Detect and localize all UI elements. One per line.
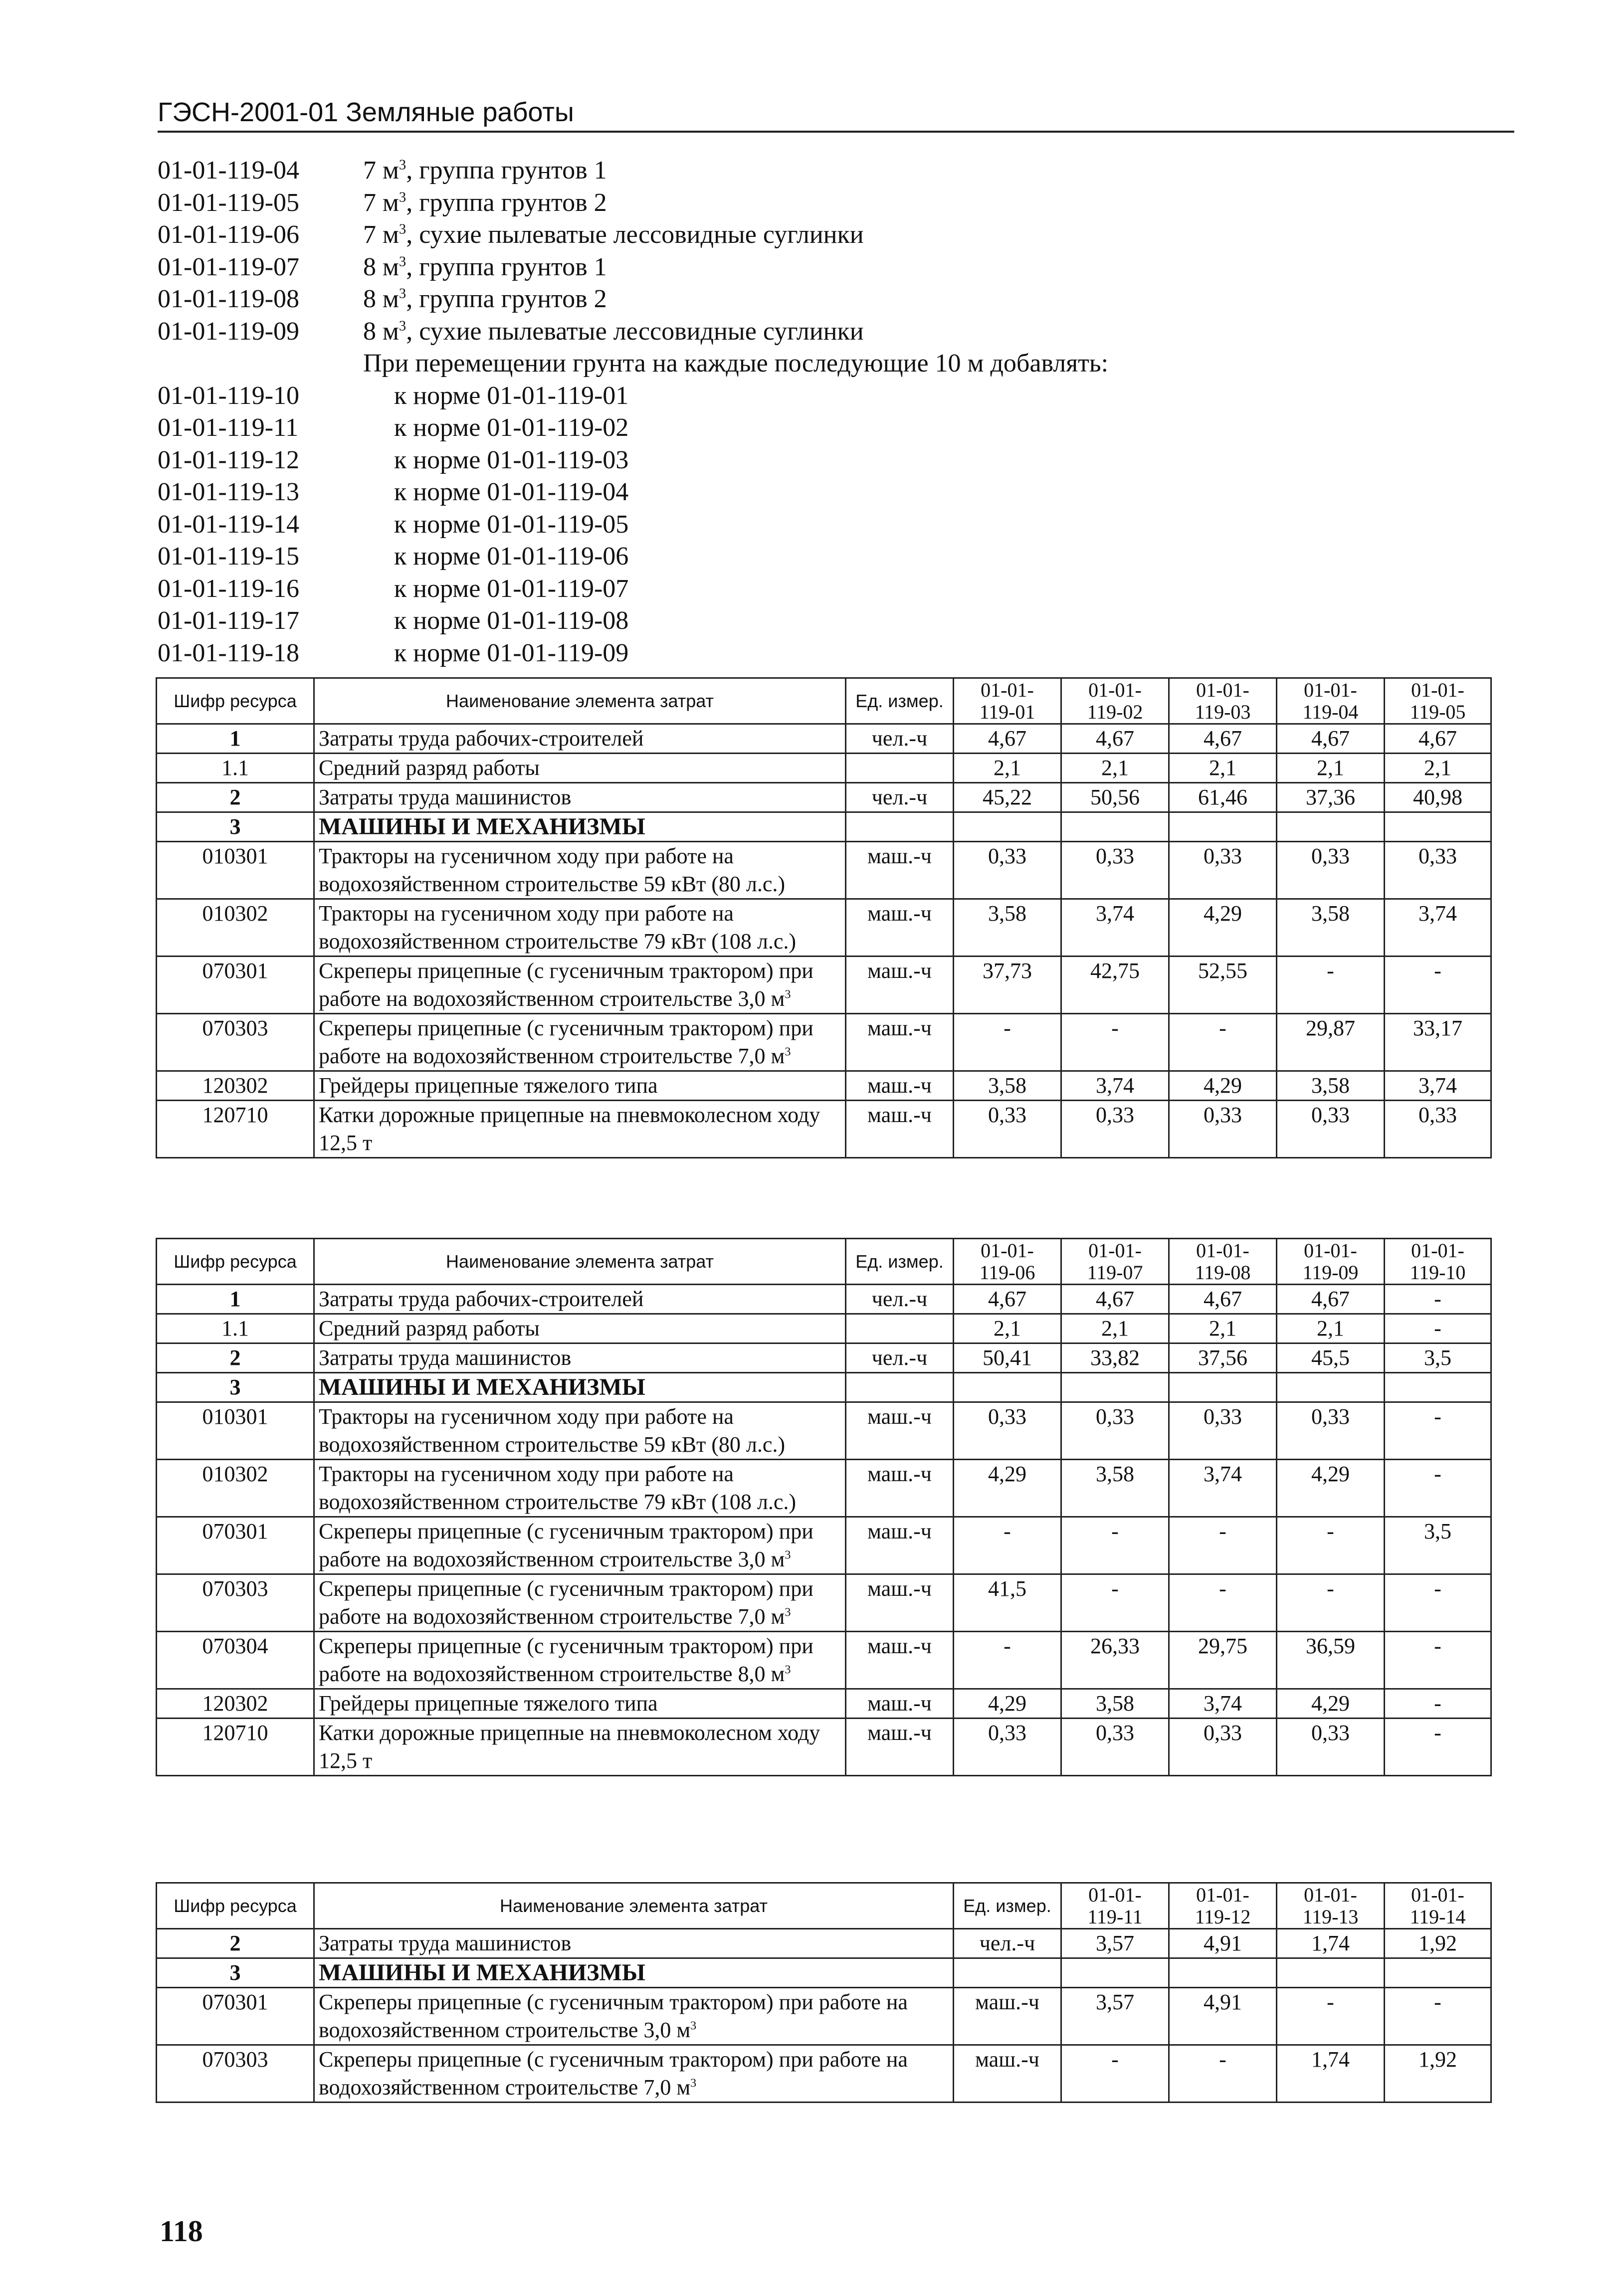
table-row <box>157 812 1491 842</box>
header-norm-code: 01-01- 119-01 <box>954 678 1061 724</box>
cost-element-name: МАШИНЫ И МЕХАНИЗМЫ <box>314 1373 846 1402</box>
value-cell: - <box>954 1517 1061 1574</box>
resource-code: 010301 <box>157 1402 314 1460</box>
unit: маш.-ч <box>954 1988 1061 2045</box>
table-row <box>157 1071 1491 1101</box>
value-cell: 0,33 <box>954 1101 1061 1158</box>
value-cell: 41,5 <box>954 1574 1061 1632</box>
header-code: Шифр ресурса <box>157 678 314 724</box>
value-cell: 0,33 <box>954 842 1061 899</box>
cost-element-name: Средний разряд работы <box>314 754 846 783</box>
table-row <box>157 957 1491 1014</box>
cost-element-name: Грейдеры прицепные тяжелого типа <box>314 1071 846 1101</box>
norm-description: к норме 01-01-119-09 <box>394 638 629 667</box>
value-cell: 3,74 <box>1385 1071 1491 1101</box>
value-cell: - <box>1061 1574 1169 1632</box>
value-cell: - <box>1169 1517 1277 1574</box>
header-norm-code: 01-01- 119-08 <box>1169 1239 1277 1285</box>
cost-element-name: Скреперы прицепные (с гусеничным трактором) при работе на водохозяйственном строительстве 7,0 $м^3$ <box>314 2045 954 2103</box>
value-cell: 45,22 <box>954 783 1061 812</box>
norm-list-item <box>158 155 1534 187</box>
norm-description: 8 $м^3$, группа грунтов 2 <box>363 285 607 313</box>
value-cell: 2,1 <box>1169 754 1277 783</box>
value-cell: 3,5 <box>1385 1343 1491 1373</box>
resource-table-3 <box>156 1882 1492 2103</box>
value-cell: 3,74 <box>1061 1071 1169 1101</box>
unit: чел.-ч <box>846 1343 954 1373</box>
resource-code: 010301 <box>157 842 314 899</box>
unit <box>846 812 954 842</box>
value-cell <box>1061 1958 1169 1988</box>
unit: маш.-ч <box>954 2045 1061 2103</box>
value-cell: 29,75 <box>1169 1632 1277 1689</box>
value-cell: 4,91 <box>1169 1929 1277 1958</box>
resource-code: 3 <box>157 1373 314 1402</box>
table-row <box>157 1402 1491 1460</box>
table-row <box>157 1958 1491 1988</box>
value-cell: - <box>1385 1460 1491 1517</box>
unit: маш.-ч <box>846 1719 954 1776</box>
header-unit: Ед. измер. <box>954 1883 1061 1929</box>
value-cell: 37,73 <box>954 957 1061 1014</box>
value-cell <box>1385 1373 1491 1402</box>
cost-element-name: Тракторы на гусеничном ходу при работе на водохозяйственном строительстве 79 кВт (108 л.с.) <box>314 1460 846 1517</box>
value-cell: 3,74 <box>1169 1460 1277 1517</box>
value-cell <box>1385 812 1491 842</box>
norm-description: к норме 01-01-119-03 <box>394 445 629 474</box>
cost-element-name: Катки дорожные прицепные на пневмоколесном ходу 12,5 т <box>314 1719 846 1776</box>
value-cell: 4,29 <box>1169 1071 1277 1101</box>
header-code: Шифр ресурса <box>157 1883 314 1929</box>
norm-code: 01-01-119-06 <box>158 220 300 249</box>
value-cell: - <box>954 1632 1061 1689</box>
page-header <box>158 88 1514 133</box>
resource-code: 120710 <box>157 1101 314 1158</box>
value-cell: 33,17 <box>1385 1014 1491 1071</box>
header-unit: Ед. измер. <box>846 1239 954 1285</box>
value-cell: 45,5 <box>1277 1343 1385 1373</box>
value-cell: 3,58 <box>1277 899 1385 957</box>
header-unit: Ед. измер. <box>846 678 954 724</box>
value-cell: 36,59 <box>1277 1632 1385 1689</box>
value-cell: 2,1 <box>1169 1314 1277 1343</box>
cost-element-name: Скреперы прицепные (с гусеничным трактором) при работе на водохозяйственном строительстве 7,0 $м^3$ <box>314 1014 846 1071</box>
norm-description: 7 $м^3$, сухие пылеватые лессовидные суглинки <box>363 220 864 249</box>
value-cell: 0,33 <box>1169 1101 1277 1158</box>
norm-list <box>158 155 1534 669</box>
value-cell: 4,67 <box>1169 724 1277 754</box>
value-cell: 61,46 <box>1169 783 1277 812</box>
value-cell: 3,74 <box>1169 1689 1277 1719</box>
value-cell: 3,5 <box>1385 1517 1491 1574</box>
cost-element-name: Затраты труда машинистов <box>314 1929 954 1958</box>
norm-description: 7 $м^3$, группа грунтов 2 <box>363 188 607 217</box>
value-cell: - <box>1277 1574 1385 1632</box>
header-name: Наименование элемента затрат <box>314 1239 846 1285</box>
value-cell: - <box>954 1014 1061 1071</box>
norm-list-item <box>158 251 1534 284</box>
cost-element-name: Средний разряд работы <box>314 1314 846 1343</box>
value-cell: - <box>1277 1988 1385 2045</box>
norm-code: 01-01-119-13 <box>158 478 300 506</box>
value-cell: 29,87 <box>1277 1014 1385 1071</box>
table-row <box>157 1517 1491 1574</box>
resource-table-1 <box>156 677 1492 1158</box>
value-cell: 0,33 <box>1277 1101 1385 1158</box>
value-cell: 0,33 <box>1277 842 1385 899</box>
value-cell: 37,56 <box>1169 1343 1277 1373</box>
value-cell: 4,67 <box>954 724 1061 754</box>
resource-code: 3 <box>157 812 314 842</box>
norm-code: 01-01-119-08 <box>158 285 300 313</box>
norm-list-item <box>158 187 1534 219</box>
norm-description: 8 $м^3$, сухие пылеватые лессовидные суглинки <box>363 317 864 346</box>
table-row <box>157 2045 1491 2103</box>
resource-code: 070301 <box>157 1517 314 1574</box>
value-cell: - <box>1277 1517 1385 1574</box>
table-row <box>157 1285 1491 1314</box>
norm-description: к норме 01-01-119-05 <box>394 510 629 539</box>
cost-element-name: Затраты труда рабочих-строителей <box>314 1285 846 1314</box>
norm-description: к норме 01-01-119-04 <box>394 478 629 506</box>
value-cell: 0,33 <box>1277 1719 1385 1776</box>
value-cell: 0,33 <box>954 1402 1061 1460</box>
value-cell: - <box>1385 1285 1491 1314</box>
resource-code: 070301 <box>157 957 314 1014</box>
value-cell: - <box>1385 1632 1491 1689</box>
value-cell: 2,1 <box>1277 754 1385 783</box>
value-cell: - <box>1385 1402 1491 1460</box>
value-cell: - <box>1169 1014 1277 1071</box>
unit: маш.-ч <box>846 957 954 1014</box>
value-cell: 3,74 <box>1061 899 1169 957</box>
cost-element-name: Затраты труда машинистов <box>314 783 846 812</box>
value-cell: 0,33 <box>1385 1101 1491 1158</box>
value-cell: 3,58 <box>1061 1460 1169 1517</box>
value-cell: 4,29 <box>1277 1689 1385 1719</box>
cost-element-name: Грейдеры прицепные тяжелого типа <box>314 1689 846 1719</box>
unit: чел.-ч <box>846 783 954 812</box>
resource-code: 2 <box>157 1343 314 1373</box>
value-cell: 2,1 <box>954 1314 1061 1343</box>
unit: маш.-ч <box>846 1632 954 1689</box>
norm-code: 01-01-119-12 <box>158 445 300 474</box>
value-cell: 4,67 <box>1061 724 1169 754</box>
resource-code: 120710 <box>157 1719 314 1776</box>
norm-list-item <box>158 573 1534 605</box>
resource-code: 070303 <box>157 2045 314 2103</box>
value-cell: 4,67 <box>1169 1285 1277 1314</box>
unit: маш.-ч <box>846 1574 954 1632</box>
norm-list-item <box>158 637 1534 670</box>
unit: маш.-ч <box>846 1517 954 1574</box>
value-cell: - <box>1385 1574 1491 1632</box>
header-name: Наименование элемента затрат <box>314 1883 954 1929</box>
resource-code: 2 <box>157 1929 314 1958</box>
value-cell: 3,58 <box>1061 1689 1169 1719</box>
table-row <box>157 1988 1491 2045</box>
value-cell: 1,74 <box>1277 2045 1385 2103</box>
table-row <box>157 724 1491 754</box>
resource-code: 120302 <box>157 1689 314 1719</box>
unit <box>846 1314 954 1343</box>
table-row <box>157 1719 1491 1776</box>
value-cell: - <box>1385 1314 1491 1343</box>
value-cell: 0,33 <box>1169 842 1277 899</box>
cost-element-name: Затраты труда машинистов <box>314 1343 846 1373</box>
norm-code: 01-01-119-17 <box>158 606 300 635</box>
value-cell: - <box>1061 1517 1169 1574</box>
value-cell <box>1061 1373 1169 1402</box>
resource-code: 2 <box>157 783 314 812</box>
header-norm-code: 01-01- 119-03 <box>1169 678 1277 724</box>
norm-description: к норме 01-01-119-07 <box>394 574 629 603</box>
cost-element-name: Тракторы на гусеничном ходу при работе на водохозяйственном строительстве 59 кВт (80 л.с.) <box>314 1402 846 1460</box>
value-cell: 1,92 <box>1385 1929 1491 1958</box>
norm-description: к норме 01-01-119-08 <box>394 606 629 635</box>
norm-code: 01-01-119-14 <box>158 510 300 539</box>
page-header-title: ГЭСН-2001-01 Земляные работы <box>158 97 574 127</box>
resource-code: 070304 <box>157 1632 314 1689</box>
resource-code: 1.1 <box>157 754 314 783</box>
cost-element-name: МАШИНЫ И МЕХАНИЗМЫ <box>314 1958 954 1988</box>
table-row <box>157 1101 1491 1158</box>
table-row <box>157 1314 1491 1343</box>
value-cell: 4,67 <box>1385 724 1491 754</box>
value-cell: 52,55 <box>1169 957 1277 1014</box>
value-cell: - <box>1385 957 1491 1014</box>
unit: маш.-ч <box>846 1101 954 1158</box>
cost-element-name: Затраты труда рабочих-строителей <box>314 724 846 754</box>
cost-element-name: Тракторы на гусеничном ходу при работе на водохозяйственном строительстве 79 кВт (108 л.с.) <box>314 899 846 957</box>
resource-code: 010302 <box>157 1460 314 1517</box>
value-cell: 4,67 <box>1061 1285 1169 1314</box>
cost-element-name: Тракторы на гусеничном ходу при работе на водохозяйственном строительстве 59 кВт (80 л.с.) <box>314 842 846 899</box>
value-cell: 4,29 <box>954 1460 1061 1517</box>
norm-code: 01-01-119-10 <box>158 381 300 410</box>
norm-list-item <box>158 316 1534 348</box>
header-norm-code: 01-01- 119-13 <box>1277 1883 1385 1929</box>
norm-description: 8 $м^3$, группа грунтов 1 <box>363 252 607 281</box>
header-norm-code: 01-01- 119-12 <box>1169 1883 1277 1929</box>
norm-list-item <box>158 412 1534 444</box>
value-cell: 3,57 <box>1061 1929 1169 1958</box>
norm-code: 01-01-119-09 <box>158 317 300 346</box>
unit: чел.-ч <box>846 724 954 754</box>
value-cell <box>1169 1373 1277 1402</box>
norm-code: 01-01-119-11 <box>158 413 299 442</box>
norm-code: 01-01-119-15 <box>158 542 300 571</box>
value-cell: 1,74 <box>1277 1929 1385 1958</box>
value-cell <box>1385 1958 1491 1988</box>
value-cell: 2,1 <box>954 754 1061 783</box>
value-cell: 42,75 <box>1061 957 1169 1014</box>
header-norm-code: 01-01- 119-09 <box>1277 1239 1385 1285</box>
unit: маш.-ч <box>846 842 954 899</box>
value-cell <box>1169 1958 1277 1988</box>
value-cell: - <box>1169 1574 1277 1632</box>
value-cell: 0,33 <box>1061 1719 1169 1776</box>
value-cell: 3,74 <box>1385 899 1491 957</box>
header-norm-code: 01-01- 119-06 <box>954 1239 1061 1285</box>
resource-code: 1 <box>157 724 314 754</box>
value-cell: 26,33 <box>1061 1632 1169 1689</box>
unit: маш.-ч <box>846 1689 954 1719</box>
resource-code: 070303 <box>157 1014 314 1071</box>
unit: маш.-ч <box>846 1014 954 1071</box>
norm-code: 01-01-119-16 <box>158 574 300 603</box>
unit: маш.-ч <box>846 899 954 957</box>
resource-code: 070301 <box>157 1988 314 2045</box>
cost-element-name: Скреперы прицепные (с гусеничным трактором) при работе на водохозяйственном строительстве 3,0 $м^3$ <box>314 957 846 1014</box>
value-cell: 37,36 <box>1277 783 1385 812</box>
value-cell: 2,1 <box>1277 1314 1385 1343</box>
table-row <box>157 1929 1491 1958</box>
value-cell: 3,58 <box>1277 1071 1385 1101</box>
norm-list-item <box>158 444 1534 477</box>
cost-element-name: МАШИНЫ И МЕХАНИЗМЫ <box>314 812 846 842</box>
norm-description: к норме 01-01-119-01 <box>394 381 629 410</box>
value-cell: - <box>1385 1719 1491 1776</box>
table-row <box>157 1574 1491 1632</box>
header-norm-code: 01-01- 119-14 <box>1385 1883 1491 1929</box>
value-cell: 4,91 <box>1169 1988 1277 2045</box>
value-cell <box>1277 812 1385 842</box>
value-cell: - <box>1061 1014 1169 1071</box>
value-cell: 3,58 <box>954 899 1061 957</box>
value-cell: - <box>1277 957 1385 1014</box>
value-cell: 2,1 <box>1061 1314 1169 1343</box>
value-cell: 50,56 <box>1061 783 1169 812</box>
unit: маш.-ч <box>846 1402 954 1460</box>
norm-list-item <box>158 476 1534 509</box>
norm-list-item <box>158 605 1534 637</box>
value-cell: - <box>1385 1689 1491 1719</box>
cost-element-name: Скреперы прицепные (с гусеничным трактором) при работе на водохозяйственном строительстве 8,0 $м^3$ <box>314 1632 846 1689</box>
value-cell: - <box>1385 1988 1491 2045</box>
unit <box>954 1958 1061 1988</box>
norm-description: 7 $м^3$, группа грунтов 1 <box>363 156 607 185</box>
unit: маш.-ч <box>846 1460 954 1517</box>
table-row <box>157 783 1491 812</box>
value-cell <box>1277 1373 1385 1402</box>
resource-code: 1.1 <box>157 1314 314 1343</box>
norm-list-item <box>158 283 1534 316</box>
unit <box>846 754 954 783</box>
value-cell: 4,29 <box>1277 1460 1385 1517</box>
value-cell <box>954 1373 1061 1402</box>
norm-list-item <box>158 541 1534 573</box>
table-row <box>157 1343 1491 1373</box>
value-cell <box>954 812 1061 842</box>
value-cell: - <box>1061 2045 1169 2103</box>
norm-list-item <box>158 380 1534 412</box>
norm-note-row <box>158 348 1534 380</box>
table-row <box>157 1373 1491 1402</box>
header-code: Шифр ресурса <box>157 1239 314 1285</box>
resource-code: 1 <box>157 1285 314 1314</box>
table-row <box>157 1014 1491 1071</box>
value-cell: 33,82 <box>1061 1343 1169 1373</box>
norm-code: 01-01-119-07 <box>158 252 300 281</box>
resource-code: 070303 <box>157 1574 314 1632</box>
value-cell: 0,33 <box>1385 842 1491 899</box>
table-row <box>157 754 1491 783</box>
value-cell <box>1169 812 1277 842</box>
value-cell: 4,67 <box>1277 724 1385 754</box>
value-cell: 0,33 <box>954 1719 1061 1776</box>
unit: маш.-ч <box>846 1071 954 1101</box>
value-cell: 0,33 <box>1169 1719 1277 1776</box>
cost-element-name: Скреперы прицепные (с гусеничным трактором) при работе на водохозяйственном строительстве 3,0 $м^3$ <box>314 1517 846 1574</box>
resource-code: 010302 <box>157 899 314 957</box>
value-cell: 2,1 <box>1061 754 1169 783</box>
norm-list-item <box>158 219 1534 251</box>
cost-element-name: Скреперы прицепные (с гусеничным трактором) при работе на водохозяйственном строительстве 7,0 $м^3$ <box>314 1574 846 1632</box>
page-number: 118 <box>160 2215 203 2248</box>
value-cell: 1,92 <box>1385 2045 1491 2103</box>
value-cell: 4,29 <box>954 1689 1061 1719</box>
resource-code: 3 <box>157 1958 314 1988</box>
unit <box>846 1373 954 1402</box>
value-cell: 3,58 <box>954 1071 1061 1101</box>
unit: чел.-ч <box>846 1285 954 1314</box>
value-cell: 50,41 <box>954 1343 1061 1373</box>
resource-table-2 <box>156 1238 1492 1776</box>
cost-element-name: Скреперы прицепные (с гусеничным трактором) при работе на водохозяйственном строительстве 3,0 $м^3$ <box>314 1988 954 2045</box>
table-row <box>157 1632 1491 1689</box>
value-cell: 2,1 <box>1385 754 1491 783</box>
value-cell: 40,98 <box>1385 783 1491 812</box>
value-cell: 4,29 <box>1169 899 1277 957</box>
header-name: Наименование элемента затрат <box>314 678 846 724</box>
norm-list-item <box>158 509 1534 541</box>
header-norm-code: 01-01- 119-10 <box>1385 1239 1491 1285</box>
unit: чел.-ч <box>954 1929 1061 1958</box>
value-cell: 3,57 <box>1061 1988 1169 2045</box>
header-norm-code: 01-01- 119-11 <box>1061 1883 1169 1929</box>
value-cell: 0,33 <box>1169 1402 1277 1460</box>
header-norm-code: 01-01- 119-05 <box>1385 678 1491 724</box>
value-cell: 4,67 <box>954 1285 1061 1314</box>
norm-description: к норме 01-01-119-02 <box>394 413 629 442</box>
value-cell: - <box>1169 2045 1277 2103</box>
header-norm-code: 01-01- 119-04 <box>1277 678 1385 724</box>
norm-code: 01-01-119-04 <box>158 156 300 185</box>
table-row <box>157 1460 1491 1517</box>
value-cell: 0,33 <box>1061 842 1169 899</box>
header-norm-code: 01-01- 119-07 <box>1061 1239 1169 1285</box>
value-cell <box>1277 1958 1385 1988</box>
value-cell: 0,33 <box>1277 1402 1385 1460</box>
table-row <box>157 1689 1491 1719</box>
table-row <box>157 842 1491 899</box>
value-cell: 0,33 <box>1061 1101 1169 1158</box>
norm-code: 01-01-119-18 <box>158 638 300 667</box>
value-cell: 0,33 <box>1061 1402 1169 1460</box>
cost-element-name: Катки дорожные прицепные на пневмоколесном ходу 12,5 т <box>314 1101 846 1158</box>
norm-note: При перемещении грунта на каждые последующие 10 м добавлять: <box>363 349 1109 378</box>
norm-description: к норме 01-01-119-06 <box>394 542 629 571</box>
value-cell <box>1061 812 1169 842</box>
norm-code: 01-01-119-05 <box>158 188 300 217</box>
header-norm-code: 01-01- 119-02 <box>1061 678 1169 724</box>
table-row <box>157 899 1491 957</box>
value-cell: 4,67 <box>1277 1285 1385 1314</box>
resource-code: 120302 <box>157 1071 314 1101</box>
